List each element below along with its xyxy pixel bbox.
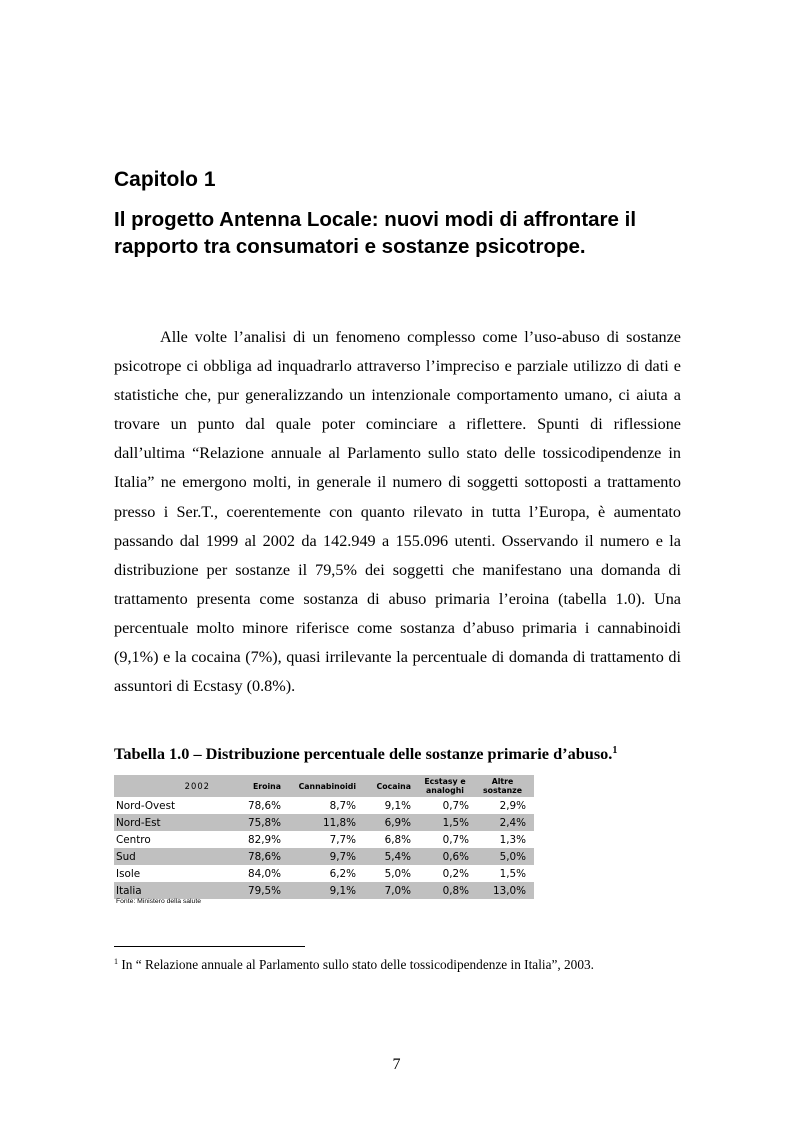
region-cell: Isole xyxy=(116,867,141,880)
footnote-ref: 1 xyxy=(612,745,618,756)
region-cell: Nord-Ovest xyxy=(116,799,176,812)
value-cell: 82,9% xyxy=(247,833,281,846)
value-cell: 0,7% xyxy=(442,833,469,846)
value-cell: 11,8% xyxy=(289,814,364,831)
table-row xyxy=(114,814,534,831)
region-cell: Sud xyxy=(114,848,224,865)
value-cell: 2,9% xyxy=(499,799,526,812)
value-cell: 0,6% xyxy=(419,848,477,865)
column-header: Eroina xyxy=(224,775,289,797)
value-cell: 78,6% xyxy=(224,848,289,865)
footnote-text: In “ Relazione annuale al Parlamento sullo stato delle tossicodipendenze in Italia”, 2003. xyxy=(118,957,594,972)
column-header: Ecstasy e analoghi xyxy=(419,775,477,797)
table-source: Fonte: Ministero della salute xyxy=(116,898,202,905)
page-number: 7 xyxy=(392,1056,401,1073)
footnote-separator xyxy=(114,946,305,947)
region-cell: Nord-Est xyxy=(114,814,224,831)
value-cell: 7,7% xyxy=(329,833,356,846)
value-cell: 0,7% xyxy=(442,799,469,812)
value-cell: 79,5% xyxy=(224,882,289,899)
footnote-number: 1 xyxy=(114,957,118,966)
value-cell: 6,9% xyxy=(364,814,419,831)
body-paragraph: Alle volte l’analisi di un fenomeno complesso come l’uso-abuso di sostanze psicotrope ci obbliga ad inquadrarlo attraverso l’impreciso e parziale utilizzo di dati e statistiche che, pur generalizzando un intenzionale comportamento umano, ci aiuta a trovare un punto dal quale poter cominciare a riflettere. Spunti di riflessione dall’ultima “Relazione annuale al Parlamento sullo stato delle tossicodipendenze in Italia” ne emergono molti, in generale il numero di soggetti sottoposti a trattamento presso i Ser.T., coerentemente con quanto rilevato in tutta l’Europa, è aumentato passando dal 1999 al 2002 da 142.949 a 155.096 utenti. Osservando il numero e la distribuzione per sostanze il 79,5% dei soggetti che manifestano una domanda di trattamento presenta come sostanza di abuso primaria l’eroina (tabella 1.0). Una percentuale molto minore riferisce come sostanza d’abuso primaria i cannabinoidi (9,1%) e la cocaina (7%), quasi irrilevante la percentuale di domanda di trattamento di assuntori di Ecstasy (0.8%). xyxy=(114,328,681,696)
value-cell: 5,4% xyxy=(364,848,419,865)
column-header: Cannabinoidi xyxy=(289,775,364,797)
table-row xyxy=(114,831,534,848)
table-header-row xyxy=(114,775,534,797)
chapter-title: Il progetto Antenna Locale: nuovi modi di affrontare il rapporto tra consumatori e sostanze psicotrope. xyxy=(114,208,637,258)
value-cell: 9,1% xyxy=(289,882,364,899)
value-cell: 75,8% xyxy=(224,814,289,831)
table-row xyxy=(114,797,534,814)
value-cell: 0,2% xyxy=(442,867,469,880)
value-cell: 8,7% xyxy=(329,799,356,812)
value-cell: 6,2% xyxy=(329,867,356,880)
table-row xyxy=(114,848,534,865)
chapter-heading: Capitolo 1 xyxy=(114,168,216,191)
substance-table xyxy=(114,775,534,899)
value-cell: 5,0% xyxy=(477,848,534,865)
value-cell: 0,8% xyxy=(419,882,477,899)
value-cell: 9,1% xyxy=(384,799,411,812)
value-cell: 5,0% xyxy=(384,867,411,880)
footnote xyxy=(114,957,594,973)
value-cell: 78,6% xyxy=(247,799,281,812)
table-caption-text: Tabella 1.0 – Distribuzione percentuale delle sostanze primarie d’abuso. xyxy=(114,744,613,763)
value-cell: 9,7% xyxy=(289,848,364,865)
value-cell: 2,4% xyxy=(477,814,534,831)
year-header: 2002 xyxy=(114,775,224,797)
table-row xyxy=(114,882,534,899)
value-cell: 1,3% xyxy=(499,833,526,846)
region-cell: Centro xyxy=(116,833,151,846)
table-caption xyxy=(114,744,617,764)
region-cell: Italia xyxy=(114,882,224,899)
value-cell: 6,8% xyxy=(384,833,411,846)
value-cell: 84,0% xyxy=(247,867,281,880)
column-header: Cocaina xyxy=(364,775,419,797)
column-header: Altre sostanze xyxy=(477,775,534,797)
value-cell: 7,0% xyxy=(364,882,419,899)
value-cell: 1,5% xyxy=(499,867,526,880)
value-cell: 13,0% xyxy=(477,882,534,899)
table-row xyxy=(114,865,534,882)
value-cell: 1,5% xyxy=(419,814,477,831)
